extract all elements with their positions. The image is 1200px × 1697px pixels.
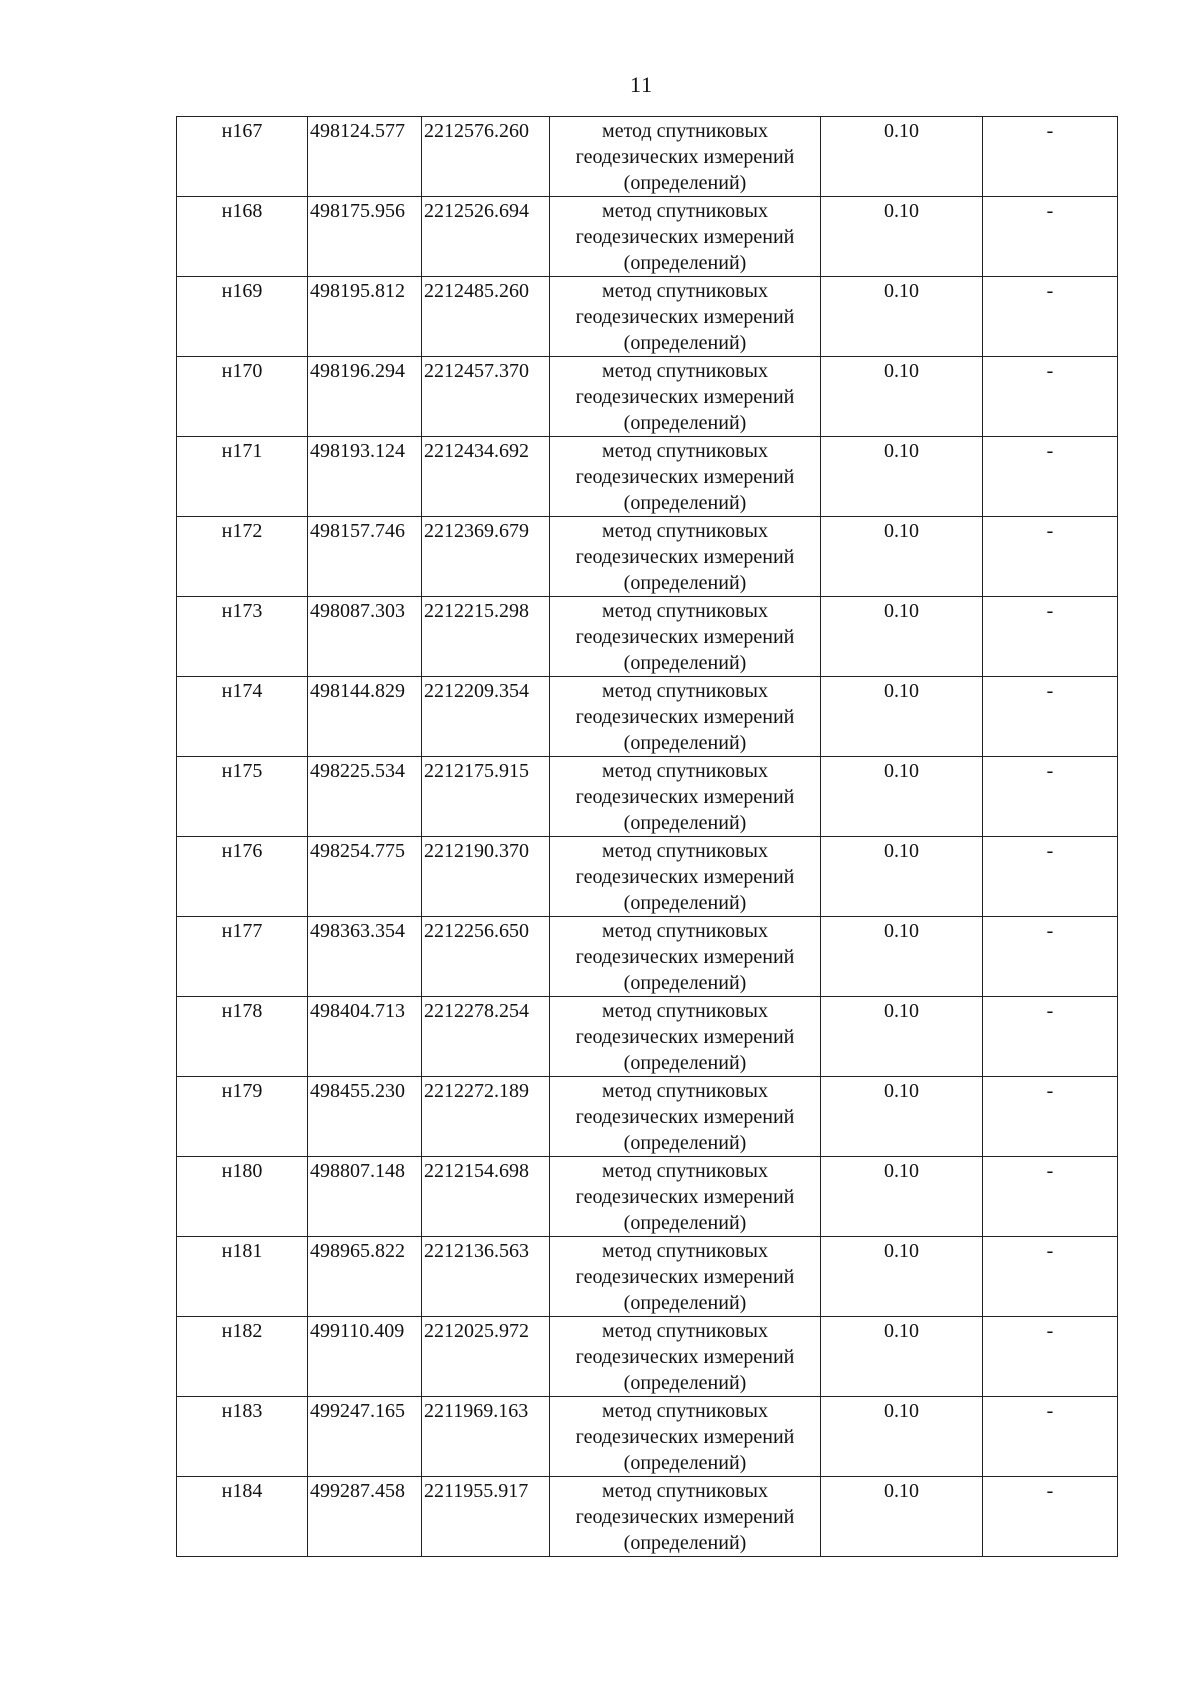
note-value: - <box>1046 520 1054 542</box>
accuracy-cell <box>821 997 983 1077</box>
point-name: н181 <box>221 1240 263 1262</box>
point-name: н183 <box>221 1400 263 1422</box>
note-value: - <box>1046 360 1054 382</box>
x-coordinate-cell <box>308 517 422 597</box>
y-coordinate: 2211969.163 <box>424 1400 529 1422</box>
y-coordinate: 2212369.679 <box>424 520 529 542</box>
x-coordinate: 498175.956 <box>310 200 405 222</box>
x-coordinate-cell <box>308 117 422 197</box>
point-name-cell <box>177 757 308 837</box>
method-line-1: метод спутниковых <box>602 1000 768 1022</box>
point-name-cell <box>177 1077 308 1157</box>
note-value: - <box>1046 1000 1054 1022</box>
method-cell <box>550 1397 821 1477</box>
point-name: н173 <box>221 600 263 622</box>
note-cell <box>983 277 1118 357</box>
method-line-3: (определений) <box>623 412 747 434</box>
coordinates-table <box>176 116 1118 1557</box>
point-name: н184 <box>221 1480 263 1502</box>
point-name: н178 <box>221 1000 263 1022</box>
x-coordinate-cell <box>308 357 422 437</box>
accuracy-value: 0.10 <box>884 1400 919 1422</box>
accuracy-value: 0.10 <box>884 760 919 782</box>
y-coordinate: 2212256.650 <box>424 920 529 942</box>
method-line-3: (определений) <box>623 1292 747 1314</box>
table-row <box>177 517 1118 597</box>
note-cell <box>983 1077 1118 1157</box>
table-row <box>177 1237 1118 1317</box>
y-coordinate: 2212154.698 <box>424 1160 529 1182</box>
accuracy-cell <box>821 1397 983 1477</box>
y-coordinate: 2212209.354 <box>424 680 529 702</box>
x-coordinate: 498195.812 <box>310 280 405 302</box>
method-line-2: геодезических измерений <box>575 1026 795 1048</box>
point-name: н172 <box>221 520 263 542</box>
note-value: - <box>1046 440 1054 462</box>
method-cell <box>550 837 821 917</box>
table-row <box>177 1077 1118 1157</box>
method-line-3: (определений) <box>623 1212 747 1234</box>
y-coordinate: 2212272.189 <box>424 1080 529 1102</box>
note-cell <box>983 917 1118 997</box>
method-line-2: геодезических измерений <box>575 706 795 728</box>
note-value: - <box>1046 1080 1054 1102</box>
note-value: - <box>1046 840 1054 862</box>
accuracy-value: 0.10 <box>884 360 919 382</box>
note-value: - <box>1046 1480 1054 1502</box>
accuracy-value: 0.10 <box>884 1000 919 1022</box>
note-cell <box>983 997 1118 1077</box>
note-value: - <box>1046 1320 1054 1342</box>
x-coordinate: 498254.775 <box>310 840 405 862</box>
method-line-2: геодезических измерений <box>575 1186 795 1208</box>
x-coordinate: 498455.230 <box>310 1080 405 1102</box>
method-line-3: (определений) <box>623 1452 747 1474</box>
accuracy-cell <box>821 757 983 837</box>
y-coordinate: 2212485.260 <box>424 280 529 302</box>
method-line-1: метод спутниковых <box>602 680 768 702</box>
x-coordinate-cell <box>308 1477 422 1557</box>
accuracy-cell <box>821 357 983 437</box>
method-line-3: (определений) <box>623 972 747 994</box>
accuracy-cell <box>821 1237 983 1317</box>
method-line-1: метод спутниковых <box>602 1080 768 1102</box>
method-line-1: метод спутниковых <box>602 360 768 382</box>
accuracy-value: 0.10 <box>884 280 919 302</box>
y-coordinate: 2212457.370 <box>424 360 529 382</box>
y-coordinate: 2212434.692 <box>424 440 529 462</box>
y-coordinate: 2212215.298 <box>424 600 529 622</box>
method-line-2: геодезических измерений <box>575 1506 795 1528</box>
table-row <box>177 677 1118 757</box>
method-line-3: (определений) <box>623 892 747 914</box>
x-coordinate: 498193.124 <box>310 440 405 462</box>
x-coordinate: 498087.303 <box>310 600 405 622</box>
note-cell <box>983 1157 1118 1237</box>
x-coordinate-cell <box>308 277 422 357</box>
table-row <box>177 917 1118 997</box>
table-row <box>177 1157 1118 1237</box>
note-value: - <box>1046 1400 1054 1422</box>
point-name-cell <box>177 117 308 197</box>
note-cell <box>983 1477 1118 1557</box>
x-coordinate-cell <box>308 997 422 1077</box>
method-line-1: метод спутниковых <box>602 120 768 142</box>
point-name-cell <box>177 1157 308 1237</box>
point-name: н168 <box>221 200 263 222</box>
table-row <box>177 117 1118 197</box>
accuracy-cell <box>821 1157 983 1237</box>
note-value: - <box>1046 1160 1054 1182</box>
y-coordinate: 2212175.915 <box>424 760 529 782</box>
point-name: н171 <box>221 440 263 462</box>
note-cell <box>983 437 1118 517</box>
table-row <box>177 197 1118 277</box>
accuracy-value: 0.10 <box>884 600 919 622</box>
y-coordinate-cell <box>422 1477 550 1557</box>
note-cell <box>983 1237 1118 1317</box>
point-name: н169 <box>221 280 263 302</box>
point-name: н176 <box>221 840 263 862</box>
y-coordinate-cell <box>422 917 550 997</box>
note-value: - <box>1046 760 1054 782</box>
method-cell <box>550 597 821 677</box>
method-line-2: геодезических измерений <box>575 386 795 408</box>
point-name-cell <box>177 917 308 997</box>
accuracy-cell <box>821 117 983 197</box>
accuracy-value: 0.10 <box>884 1480 919 1502</box>
x-coordinate-cell <box>308 1397 422 1477</box>
accuracy-value: 0.10 <box>884 1320 919 1342</box>
accuracy-value: 0.10 <box>884 440 919 462</box>
method-cell <box>550 917 821 997</box>
accuracy-value: 0.10 <box>884 200 919 222</box>
method-line-1: метод спутниковых <box>602 1240 768 1262</box>
y-coordinate-cell <box>422 597 550 677</box>
point-name: н180 <box>221 1160 263 1182</box>
x-coordinate: 498124.577 <box>310 120 405 142</box>
note-cell <box>983 117 1118 197</box>
x-coordinate: 499287.458 <box>310 1480 405 1502</box>
point-name: н175 <box>221 760 263 782</box>
y-coordinate-cell <box>422 1237 550 1317</box>
accuracy-cell <box>821 1317 983 1397</box>
table-row <box>177 837 1118 917</box>
accuracy-value: 0.10 <box>884 1160 919 1182</box>
method-line-1: метод спутниковых <box>602 200 768 222</box>
x-coordinate-cell <box>308 1237 422 1317</box>
note-value: - <box>1046 200 1054 222</box>
y-coordinate: 2212576.260 <box>424 120 529 142</box>
method-line-1: метод спутниковых <box>602 840 768 862</box>
accuracy-cell <box>821 197 983 277</box>
page-number: 11 <box>630 72 654 97</box>
x-coordinate: 498807.148 <box>310 1160 405 1182</box>
point-name-cell <box>177 677 308 757</box>
method-line-3: (определений) <box>623 252 747 274</box>
y-coordinate-cell <box>422 197 550 277</box>
method-line-2: геодезических измерений <box>575 146 795 168</box>
note-value: - <box>1046 680 1054 702</box>
accuracy-value: 0.10 <box>884 920 919 942</box>
method-cell <box>550 1477 821 1557</box>
method-line-3: (определений) <box>623 572 747 594</box>
method-line-3: (определений) <box>623 172 747 194</box>
x-coordinate: 499110.409 <box>310 1320 405 1342</box>
point-name-cell <box>177 997 308 1077</box>
accuracy-value: 0.10 <box>884 120 919 142</box>
method-line-2: геодезических измерений <box>575 1106 795 1128</box>
x-coordinate-cell <box>308 1157 422 1237</box>
method-line-2: геодезических измерений <box>575 866 795 888</box>
y-coordinate-cell <box>422 1397 550 1477</box>
note-cell <box>983 197 1118 277</box>
method-line-2: геодезических измерений <box>575 786 795 808</box>
x-coordinate-cell <box>308 917 422 997</box>
accuracy-value: 0.10 <box>884 1240 919 1262</box>
note-cell <box>983 757 1118 837</box>
accuracy-cell <box>821 517 983 597</box>
table-row <box>177 1397 1118 1477</box>
point-name: н174 <box>221 680 263 702</box>
point-name-cell <box>177 597 308 677</box>
table-row <box>177 757 1118 837</box>
y-coordinate-cell <box>422 277 550 357</box>
point-name-cell <box>177 1397 308 1477</box>
note-cell <box>983 517 1118 597</box>
method-cell <box>550 517 821 597</box>
point-name: н167 <box>221 120 263 142</box>
x-coordinate: 498225.534 <box>310 760 405 782</box>
method-line-3: (определений) <box>623 1052 747 1074</box>
y-coordinate-cell <box>422 437 550 517</box>
x-coordinate: 498404.713 <box>310 1000 405 1022</box>
point-name-cell <box>177 357 308 437</box>
method-line-2: геодезических измерений <box>575 946 795 968</box>
method-line-3: (определений) <box>623 732 747 754</box>
note-value: - <box>1046 1240 1054 1262</box>
accuracy-cell <box>821 597 983 677</box>
y-coordinate: 2212136.563 <box>424 1240 529 1262</box>
accuracy-cell <box>821 277 983 357</box>
accuracy-value: 0.10 <box>884 520 919 542</box>
x-coordinate-cell <box>308 1077 422 1157</box>
note-cell <box>983 597 1118 677</box>
method-cell <box>550 437 821 517</box>
method-cell <box>550 277 821 357</box>
y-coordinate: 2212278.254 <box>424 1000 529 1022</box>
point-name-cell <box>177 1317 308 1397</box>
accuracy-value: 0.10 <box>884 1080 919 1102</box>
method-line-1: метод спутниковых <box>602 1400 768 1422</box>
method-line-3: (определений) <box>623 1132 747 1154</box>
accuracy-cell <box>821 917 983 997</box>
method-line-3: (определений) <box>623 332 747 354</box>
y-coordinate: 2212526.694 <box>424 200 529 222</box>
method-cell <box>550 677 821 757</box>
method-line-3: (определений) <box>623 492 747 514</box>
table-row <box>177 357 1118 437</box>
method-line-1: метод спутниковых <box>602 440 768 462</box>
method-cell <box>550 117 821 197</box>
y-coordinate-cell <box>422 1317 550 1397</box>
method-line-1: метод спутниковых <box>602 1160 768 1182</box>
y-coordinate-cell <box>422 357 550 437</box>
x-coordinate-cell <box>308 677 422 757</box>
method-line-2: геодезических измерений <box>575 626 795 648</box>
accuracy-cell <box>821 677 983 757</box>
method-line-2: геодезических измерений <box>575 466 795 488</box>
table-row <box>177 277 1118 357</box>
point-name-cell <box>177 277 308 357</box>
table-row <box>177 1317 1118 1397</box>
method-cell <box>550 1237 821 1317</box>
point-name-cell <box>177 1237 308 1317</box>
y-coordinate: 2211955.917 <box>424 1480 529 1502</box>
note-cell <box>983 1317 1118 1397</box>
y-coordinate-cell <box>422 517 550 597</box>
point-name-cell <box>177 197 308 277</box>
method-line-1: метод спутниковых <box>602 280 768 302</box>
point-name: н177 <box>221 920 263 942</box>
x-coordinate-cell <box>308 597 422 677</box>
method-line-2: геодезических измерений <box>575 1346 795 1368</box>
note-value: - <box>1046 120 1054 142</box>
note-cell <box>983 1397 1118 1477</box>
method-cell <box>550 197 821 277</box>
method-cell <box>550 1317 821 1397</box>
y-coordinate: 2212025.972 <box>424 1320 529 1342</box>
x-coordinate: 498196.294 <box>310 360 405 382</box>
note-value: - <box>1046 600 1054 622</box>
method-line-1: метод спутниковых <box>602 920 768 942</box>
point-name: н170 <box>221 360 263 382</box>
point-name-cell <box>177 837 308 917</box>
x-coordinate: 498157.746 <box>310 520 405 542</box>
method-line-2: геодезических измерений <box>575 1266 795 1288</box>
table-body <box>177 117 1118 1557</box>
method-line-1: метод спутниковых <box>602 600 768 622</box>
note-cell <box>983 357 1118 437</box>
method-line-2: геодезических измерений <box>575 226 795 248</box>
table-row <box>177 1477 1118 1557</box>
y-coordinate-cell <box>422 1157 550 1237</box>
note-cell <box>983 677 1118 757</box>
method-line-1: метод спутниковых <box>602 1320 768 1342</box>
method-cell <box>550 357 821 437</box>
x-coordinate-cell <box>308 757 422 837</box>
point-name: н182 <box>221 1320 263 1342</box>
note-value: - <box>1046 280 1054 302</box>
accuracy-value: 0.10 <box>884 680 919 702</box>
x-coordinate: 498965.822 <box>310 1240 405 1262</box>
table-row <box>177 437 1118 517</box>
table-row <box>177 597 1118 677</box>
y-coordinate-cell <box>422 837 550 917</box>
method-line-2: геодезических измерений <box>575 546 795 568</box>
method-line-1: метод спутниковых <box>602 760 768 782</box>
x-coordinate: 499247.165 <box>310 1400 405 1422</box>
y-coordinate: 2212190.370 <box>424 840 529 862</box>
y-coordinate-cell <box>422 1077 550 1157</box>
method-line-3: (определений) <box>623 1372 747 1394</box>
accuracy-cell <box>821 837 983 917</box>
y-coordinate-cell <box>422 117 550 197</box>
x-coordinate: 498144.829 <box>310 680 405 702</box>
y-coordinate-cell <box>422 677 550 757</box>
point-name-cell <box>177 1477 308 1557</box>
x-coordinate-cell <box>308 1317 422 1397</box>
method-line-3: (определений) <box>623 652 747 674</box>
y-coordinate-cell <box>422 997 550 1077</box>
accuracy-value: 0.10 <box>884 840 919 862</box>
method-cell <box>550 1157 821 1237</box>
method-line-2: геодезических измерений <box>575 306 795 328</box>
point-name-cell <box>177 437 308 517</box>
method-cell <box>550 757 821 837</box>
table-row <box>177 997 1118 1077</box>
accuracy-cell <box>821 1477 983 1557</box>
accuracy-cell <box>821 437 983 517</box>
method-line-1: метод спутниковых <box>602 520 768 542</box>
method-line-1: метод спутниковых <box>602 1480 768 1502</box>
x-coordinate-cell <box>308 437 422 517</box>
method-cell <box>550 1077 821 1157</box>
x-coordinate-cell <box>308 837 422 917</box>
note-cell <box>983 837 1118 917</box>
y-coordinate-cell <box>422 757 550 837</box>
method-line-3: (определений) <box>623 812 747 834</box>
method-cell <box>550 997 821 1077</box>
point-name-cell <box>177 517 308 597</box>
method-line-2: геодезических измерений <box>575 1426 795 1448</box>
note-value: - <box>1046 920 1054 942</box>
accuracy-cell <box>821 1077 983 1157</box>
method-line-3: (определений) <box>623 1532 747 1554</box>
x-coordinate-cell <box>308 197 422 277</box>
point-name: н179 <box>221 1080 263 1102</box>
x-coordinate: 498363.354 <box>310 920 405 942</box>
